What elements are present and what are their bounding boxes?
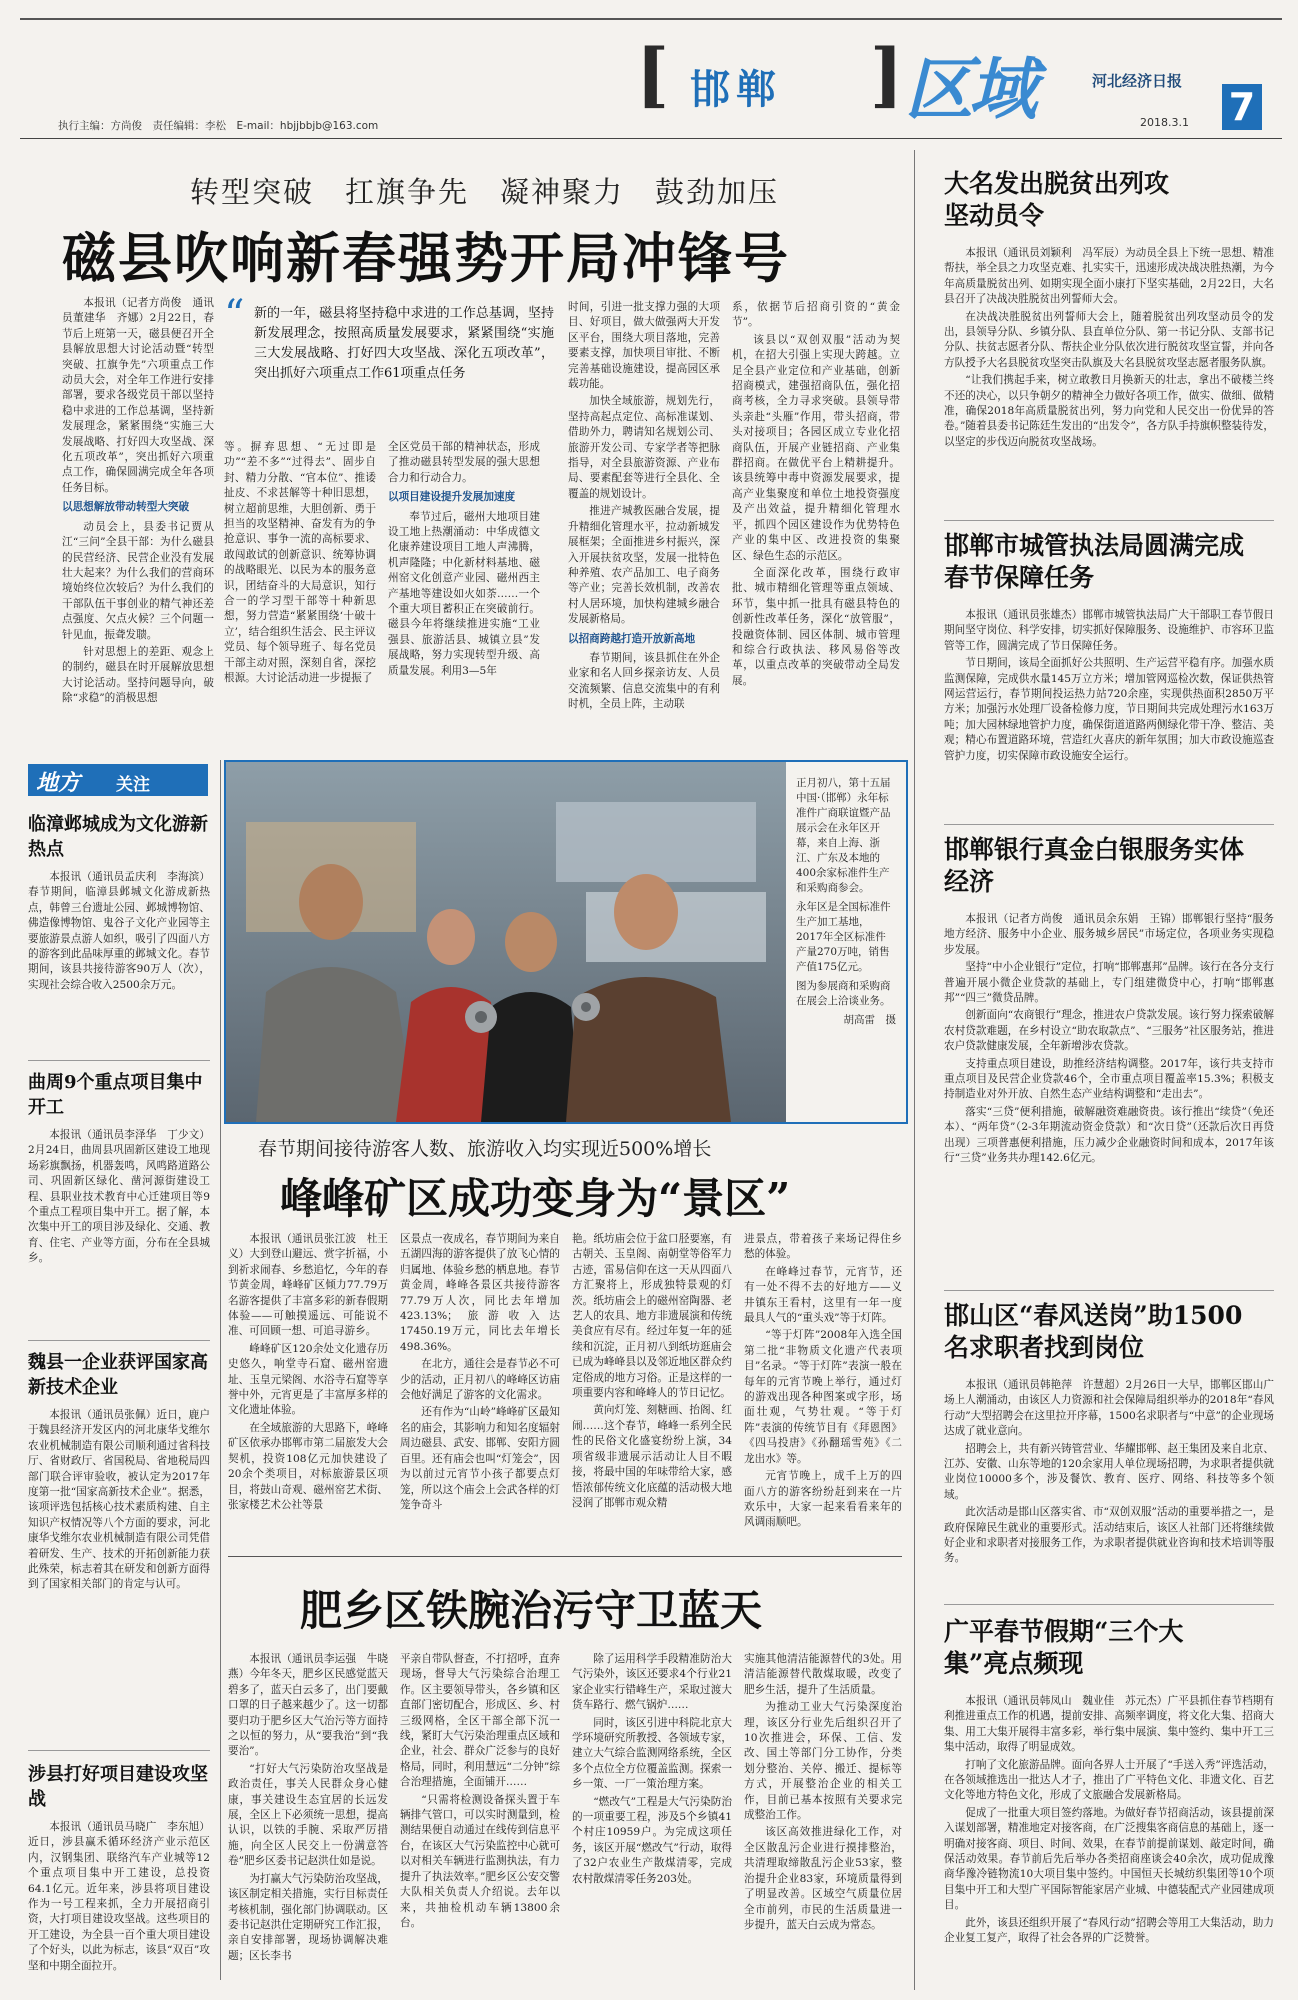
right-item-daming	[944, 168, 1274, 506]
sidebar-headline: 涉县打好项目建设攻坚战	[28, 1764, 208, 1810]
sidebar-headline: 曲周9个重点项目集中开工	[28, 1072, 203, 1118]
right-headline: 大名发出脱贫出列攻坚动员令	[944, 169, 1170, 230]
sidebar-text: 本报讯（通讯员孟庆利 李海滨）春节期间，临漳县邺城文化游成新热点，韩曾三台遗址公园、邺城博物馆、佛造像博物馆、鬼谷子文化产业园等主要旅游景点游人如织，吸引了四面八方的游客到此品味厚重的邺城文化。春节期间，该县共接待游客90万人（次），实现社会综合收入2500余万元。	[28, 871, 210, 991]
lead-col1-para-c: 针对思想上的差距、观念上的制约，磁县在时开展解放思想大讨论活动。坚持问题导向，破除“求稳”的消极思想	[62, 645, 214, 705]
header-rule	[20, 18, 1282, 20]
bracket-right: ]	[870, 33, 904, 116]
sidebar-headline: 临漳邺城成为文化游新热点	[28, 814, 208, 860]
fengfeng-col1-para: 本报讯（通讯员张江波 杜王义）大到登山避远、赏字折福，小到祈求闹春、乡愁追忆，今年的春节黄金周，峰峰矿区倾力77.79万名游客提供了丰富多彩的新春假期体验——可触摸遥远、可能说不准、可回顾一想、可追寻游乡。	[228, 1233, 388, 1338]
feixiang-col3-para-c: “燃改气”工程是大气污染防治的一项重要工程，涉及5个乡镇41个村庄10959户。为完成这项任务，该区开展“燃改气”行动，取得了32户农业生产散煤清零，完成农村散煤清零任务203处。	[572, 1795, 732, 1885]
masthead-bottom-rule	[20, 138, 1282, 139]
feixiang-col4-para-c: 该区高效推进绿化工作，对全区散乱污企业进行摸排整治，共清理取缔散乱污企业53家，整治提升企业83家，环境质量得到了明显改善。区域空气质量位居全市前列，市民的生活质量进一步提升，蓝天白云成为常态。	[744, 1826, 902, 1931]
fengfeng-col4-para-d: 元宵节晚上，成千上万的四面八方的游客纷纷赶到来在一片欢乐中，大家一起来看看来年的风调雨顺吧。	[744, 1470, 902, 1529]
masthead	[0, 0, 1298, 132]
sidebar-rule-3	[28, 1750, 210, 1751]
lead-col1-para: 本报讯（记者方尚俊 通讯员董建华 齐娜）2月22日，春节后上班第一天，磁县便召开全县解放思想大讨论活动暨“转型突破、扛旗争先”六项重点工作动员大会，对全年工作进行安排部署，要求各级党员干部以坚持稳中求进的工作总基调，坚持新发展理念，紧紧围绕“实施三大发展战略、打好四大攻坚战、深化五项改革”，突出抓好六项重点工作，确保圆满完成全年各项任务目标。	[62, 297, 214, 494]
fengfeng-col3-para: 艳。纸坊庙会位于盆口胫要塞，有古朝关、玉皇阁、南朝堂等俗军力古迹，雷易信仰在这一天从四面八方汇聚将上，形成独特景观的灯茨。纸坊庙会上的磁州窑陶器、老艺人的农具、地方非遗展演和传统美食应有尽有。经过年复一年的延续和沉淀，正月初八到纸坊逛庙会已成为峰峰县以及邻近地区群众约定俗成的地方习俗。正是这样的一项重要内容和峰峰人的节日记忆。	[572, 1233, 732, 1400]
sidebar-rule-1	[28, 1060, 210, 1061]
sidebar-rule-2	[28, 1340, 210, 1341]
photo-caption-1: 正月初八，第十五届中国·（邯郸）永年标准件广商联谊暨产品展示会在永年区开幕，来自上海、浙江、广东及本地的400余家标准件生产和采购商参会。	[796, 777, 891, 894]
sidebar-item-quzhou	[28, 1070, 210, 1269]
fengfeng-col-1	[228, 1232, 388, 1552]
right-text: 本报讯（记者方尚俊 通讯员余东娟 王锦）邯郸银行坚持“服务地方经济、服务中小企业、服务城乡居民”市场定位，各项业务实现稳步发展。 坚持“中小企业银行”定位，打响“邯郸惠邦”品牌。该行在各分支行普遍开展小微企业贷款的基础上，专门组建微贷中心，打响“邯郸惠邦”“四三”微贷品牌。 创新面向“农商银行”理念，推进农户贷款发展。该行努力探索破解农村贷款难题，在乡村设立“助农取款点”、“三服务”社区服务站，推进农户贷款健康发展，全年新增涉农贷款。 支持重点项目建设，助推经济结构调整。2017年，该行共支持市重点项目及民营企业贷款46个，全市重点项目覆盖率15.3%；积极支持制造业对外开放、自然生态产业结构调整和“走出去”。 落实“三贷”便利措施，破解融资难融资贵。该行推出“续贷”（免还本）、“两年贷”（2-3年期流动资金贷款）和“次日贷”（还款后次日再贷出现）三项普惠便利措施，压力减少企业融资时间和成本，2017年该行“三贷”业务共办理142.6亿元。	[944, 913, 1274, 1165]
left-sidebar-divider	[220, 760, 221, 1980]
right-item-hanshan	[944, 1300, 1274, 1600]
lead-kicker: 转型突破 扛旗争先 凝神聚力 鼓劲加压	[190, 175, 780, 209]
right-rule-3	[944, 1290, 1274, 1291]
region-title: 邯郸	[690, 67, 782, 113]
sidebar-item-linzhang	[28, 812, 210, 995]
feixiang-col3-para-b: 同时，该区引进中科院北京大学环境研究所教授、各领域专家，建立大气综合监测网络系统，全区多个点位全方位覆盖监测。探索一乡一策、一厂一策治理方案。	[572, 1716, 732, 1791]
lead-col4-subhead: 以招商跨越打造开放新高地	[568, 632, 696, 645]
sidebar-tag-brand: 地方	[36, 770, 81, 796]
right-item-guangping	[944, 1616, 1274, 1990]
lead-col4-para: 时间，引进一批支撑力强的大项目、好项目，做大做强两大开发区平台，围绕大项目落地，完善要素支撑，加快项目审批、不断完善基础设施建设，提高园区承载功能。	[568, 301, 720, 391]
editors-line: 执行主编：方尚俊 责任编辑：李松 E-mail：hbjjbbjb@163.com	[58, 120, 379, 132]
fengfeng-col2-para-b: 在北方，通往会是春节必不可少的活动，正月初八的峰峰区访庙会他好满足了游客的文化需求。	[400, 1358, 560, 1402]
right-item-bank	[944, 834, 1274, 1286]
sidebar-text: 本报讯（通讯员张佩）近日，鹿户于魏县经济开发区内的河北康华戈维尔农业机械制造有限公司顺利通过省科技厅、省财政厅、省国税局、省地税局四部门联合评审验收，被认定为2017年度第一批“国家高新技术企业”。据悉，该项评选包括核心技术素质构建、自主知识产权情况等八个方面的要求，河北康华戈维尔农业机械制造有限公司凭借着研发、生产、技术的开拓创新能力获此殊荣，标志着其在研发和创新方面得到了国家相关部门的肯定与认可。	[28, 1409, 210, 1591]
photo-caption	[796, 776, 896, 1028]
fengfeng-col-4	[744, 1232, 902, 1552]
lead-col4-para-c: 推进产城教医融合发展，提升精细化管理水平，拉动新城发展框架；全面推进乡村振兴，深入开展扶贫攻坚，发展一批特色种养殖、农产品加工、电子商务等产业；完善长效机制，改善农村人居环境，加快构建城乡融合发展新格局。	[568, 505, 720, 626]
sidebar-tag-label: 关注	[116, 775, 150, 795]
issue-date: 2018.3.1	[1140, 116, 1189, 129]
bracket-left: [	[636, 33, 670, 116]
fengfeng-kicker: 春节期间接待游客人数、旅游收入均实现近500%增长	[258, 1138, 712, 1160]
feixiang-col-2	[400, 1652, 560, 1988]
lead-headline: 磁县吹响新春强势开局冲锋号	[62, 226, 790, 290]
sidebar-item-weixian	[28, 1350, 210, 1595]
lead-col4-para-d: 春节期间，该县抓住在外企业家和名人回乡探亲访友、人员交流频繁、信息交流集中的有利时机，全员上阵，主动联	[568, 651, 720, 711]
fengfeng-col1-para-b: 峰峰矿区120余处文化遗存历史悠久，响堂寺石窟、磁州窑遗址、玉皇元梁阁、水浴寺石窟等享誉中外，元宵更是了丰富厚多样的文化遗址体验。	[228, 1342, 388, 1417]
news-photo-frame	[224, 760, 908, 1124]
photo-caption-3: 图为参展商和采购商在展会上洽谈业务。	[796, 980, 891, 1007]
lead-col3-para: 全区党员干部的精神状态，形成了推动磁县转型发展的强大思想合力和行动合力。	[388, 441, 540, 484]
fengfeng-col2-para-c: 还有作为“山岭”峰峰矿区最知名的庙会，其影响力和知名度辐射周边磁县、武安、邯郸、安阳方圆百里。还有庙会也叫“灯笼会”，因为以前过元宵节小孩子都要点灯笼，所以这个庙会上会武各样的灯笼争奇斗	[400, 1406, 560, 1511]
feixiang-col3-para: 除了运用科学手段精准防治大气污染外，该区还要求4个行业21家企业实行错峰生产，采取过渡大货车路行、燃气锅炉……	[572, 1653, 732, 1712]
photo-credit: 胡高雷 摄	[843, 1014, 896, 1026]
fengfeng-col3-para-b: 黄向灯笼、刻糖画、抬阁、红闹……这个春节，峰峰一系列全民性的民俗文化盛宴纷纷上演，34项省级非遗展示活动让人目不暇接，将最中国的年味带给大家，感悟浓郁传统文化底蕴的活动极大地浸润了邯郸市观众精	[572, 1404, 732, 1509]
sidebar-text: 本报讯（通讯员马晓广 李东旭）近日，涉县赢禾循环经济产业示范区内，汉钢集团、联络汽车产业城等12个重点项目集中开工建设，总投资64.1亿元。近年来，涉县将项目建设作为一号工程来抓，全力开展招商引资，大打项目建设攻坚战。这些项目的开工建设，为全县一百个重大项目建设了个好头，以此为标志，该县“双百”攻坚和中期全面拉开。	[28, 1821, 210, 1972]
lead-col5-para: 系，依据节后招商引资的“黄金节”。	[732, 301, 900, 329]
news-photo	[226, 762, 786, 1122]
right-headline: 广平春节假期“三个大集”亮点频现	[944, 1617, 1184, 1678]
sidebar-item-shexian	[28, 1762, 210, 1992]
fengfeng-headline: 峰峰矿区成功变身为“景区”	[280, 1174, 791, 1223]
lead-intro-box	[224, 292, 554, 426]
right-headline: 邯郸市城管执法局圆满完成春节保障任务	[944, 531, 1245, 592]
right-rule-2	[944, 824, 1274, 825]
lead-col5-para-c: 全面深化改革，围绕行政审批、城市精细化管理等重点领域、环节，集中抓一批具有磁县特色的创新性改革任务，深化“放管服”，投融资体制、园区体制、城市管理和综合行政执法、移风易俗等改革，以重点改革的突破带动全局发展。	[732, 566, 900, 687]
feixiang-col2-para: 平亲自带队督查，不打招呼，直奔现场，督导大气污染综合治理工作。区主要领导带头，各乡镇和区直部门密切配合，形成区、乡、村三级网格，全区干部全部下沉一线，紧盯大气污染治理重点区域和企业，社会、群众广泛参与的良好格局，同时，利用慧远“二分钟”综合治理措施，全面铺开……	[400, 1653, 560, 1789]
feixiang-col-4	[744, 1652, 902, 1988]
fengfeng-col4-para-b: 在峰峰过春节，元宵节，还有一处不得不去的好地方——义井镇东王看村，这里有一年一度最具人气的“重头戏”等于灯阵。	[744, 1265, 902, 1325]
sidebar-tag	[28, 764, 208, 796]
feixiang-col1-para: 本报讯（通讯员李运强 牛晓燕）今年冬天，肥乡区民感觉蓝天碧多了，蓝天白云多了，出门要戴口罩的日子越来越少了。这一切都要归功于肥乡区大气治污等方面持之以恒的努力，从“要我治”到“我要治”。	[228, 1653, 388, 1758]
feixiang-col1-para-c: 为打赢大气污染防治攻坚战，该区制定相关措施，实行目标责任考核机制，强化部门协调联动。区委书记赵洪仕定期研究工作汇报，亲自安排部署，现场协调解决难题；区长李书	[228, 1872, 388, 1962]
page-number: 7	[1222, 84, 1262, 130]
fengfeng-col-2	[400, 1232, 560, 1552]
lead-col-2	[224, 440, 376, 760]
right-headline: 邯郸银行真金白银服务实体经济	[944, 835, 1245, 896]
fengfeng-col4-para: 进景点，带着孩子来场记得住乡愁的体验。	[744, 1233, 902, 1261]
quote-mark-icon: “	[224, 292, 245, 338]
lead-col-1	[62, 296, 214, 760]
feixiang-col-1	[228, 1652, 388, 1988]
fengfeng-col4-para-c: “等于灯阵”2008年入选全国第二批“非物质文化遗产代表项目”名录。“等于灯阵”表演一般在每年的元宵节晚上举行，通过灯的游戏出现各种图案或字形，场面壮观，气势壮观。“等于灯阵”表演的传统节目有《拜恩图》《四马投唐》《孙翻瑶雪苑》《二龙出水》等。	[744, 1329, 902, 1465]
right-headline: 邯山区“春风送岗”助1500名求职者找到岗位	[944, 1301, 1243, 1362]
feixiang-col-3	[572, 1652, 732, 1988]
sidebar-text: 本报讯（通讯员李泽华 丁少文）2月24日，曲周县巩固新区建设工地现场彩旗飘扬，机器轰鸣，风鸣路道路公司、巩固新区绿化、凿河源街建设工程、县职业技术教育中心迁建项目等9个重点工程项目集中开工。据了解，本次集中开工的项目涉及绿化、交通、教育、住宅、产业等方面，分布在全县城乡。	[28, 1129, 210, 1265]
lead-col1-para-b: 动员会上，县委书记贾从江“三问”全县干部：为什么磁县的民营经济、民营企业没有发展壮大起来？为什么我们的营商环境始终位次较后？为什么我们的干部队伍干事创业的精气神还差点强度、欠点火候？三个问题一针见血，振聋发聩。	[62, 520, 214, 641]
right-column-divider	[914, 150, 915, 1990]
right-item-chengguan	[944, 530, 1274, 820]
paper-name: 河北经济日报	[1092, 72, 1183, 90]
right-rule-1	[944, 520, 1274, 521]
lead-col-3	[388, 440, 540, 760]
feixiang-col2-para-b: “只需将检测设备探头置于车辆排气管口，可以实时测量到，检测结果便自动通过在线传到信息平台，在该区大气污染监控中心就可以对相关车辆进行监测执法，有力提升了执法效率。”肥乡区公安交警大队相关负责人介绍说。去年以来，共抽检机动车辆13800余台。	[400, 1793, 560, 1929]
lead-intro-quote: 新的一年，磁县将坚持稳中求进的工作总基调，坚持新发展理念，按照高质量发展要求，紧紧围绕“实施三大发展战略、打好四大攻坚战、深化五项改革”，突出抓好六项重点工作61项重点任务	[254, 306, 554, 381]
fengfeng-col1-para-c: 在全域旅游的大思路下，峰峰矿区依承办邯郸市第二届旅发大会契机，投资108亿元加快建设了20余个类项目，对标旅游景区项目，将鼓山奇观、磁州窑艺术街、张家楼艺术公社等景	[228, 1421, 388, 1511]
sidebar-headline: 魏县一企业获评国家高新技术企业	[28, 1352, 208, 1398]
right-text: 本报讯（通讯员刘颖利 冯军辰）为动员全县上下统一思想、精准帮扶，举全县之力攻坚克难、扎实实干，迅速形成决战决胜热潮，为今年高质量脱贫出列、如期实现全面小康打下坚实基础，2月22日，大名县召开了决战决胜脱贫出列誓师大会。 在决战决胜脱贫出列誓师大会上，随着脱贫出列攻坚动员令的发出，县领导分队、乡镇分队、县直单位分队、第一书记分队、支部书记分队、扶贫志愿者分队、帮扶企业分队依次进行脱贫攻坚宣誓，并向各方队授予大名县脱贫攻坚突击队旗及大名县脱贫攻坚志愿者服务队旗。 “让我们携起手来，树立敢教日月换新天的壮志，拿出不破楼兰终不还的决心，以只争朝夕的精神全力做好各项工作，做实、做细、做精准，确保2018年高质量脱贫出列，努力向党和人民交出一份优异的答卷。”随着县委书记陈廷生发出的“出发令”，各方队手持旗帜整装待发，以坚定的步伐迈向脱贫攻坚战场。	[944, 247, 1274, 448]
lead-col5-para-b: 该县以“双创双服”活动为契机，在招大引强上实现大跨越。立足全县产业定位和产业基础，创新招商模式，建强招商队伍，强化招商考核，全力寻求突破。县领导带头亲赴“头雁”作用，带头招商，带头对接项目；各园区成立专业化招商队伍，开展产业链招商、产业集群招商。在做优平台上精耕提升。该县统筹中毒中资源发展要求，提高产业集聚度和单位土地投资强度及产出效益，提升精细化管理水平，抓四个园区建设作为优势特色产业的集中区、改进投资的集聚区、绿色生态的示范区。	[732, 333, 900, 562]
feixiang-headline: 肥乡区铁腕治污守卫蓝天	[300, 1586, 763, 1635]
lead-col3-para-b: 奉节过后，磁州大地项目建设工地上热潮涌动：中华成德文化康养建设项目工地人声沸腾，机声隆隆；中化新材料基地、磁州窑文化创意产业园、磁州西主产基地等建设如火如荼……一个个重大项目蓄积正在突破前行。磁县今年将继续推进实施“工业强县、旅游活县、城镇立县”发展战略，努力实现转型升级、高质量发展。利用3—5年	[388, 510, 540, 677]
lead-col-4	[568, 300, 720, 760]
fengfeng-col2-para: 区景点一夜成名，春节期间为来自五湖四海的游客提供了放飞心情的归属地、体验乡愁的栖息地。春节黄金周，峰峰各景区共接待游客77.79万人次，同比去年增加423.13%；旅游收入达17450.19万元，同比去年增长498.36%。	[400, 1233, 560, 1353]
feixiang-col4-para: 实施其他清洁能源替代的3处。用清洁能源替代散煤取暖，改变了肥乡生活，提升了生活质量。	[744, 1653, 902, 1696]
photo-caption-2: 永年区是全国标准件生产加工基地，2017年全区标准件产量270万吨，销售产值175亿元。	[796, 901, 891, 973]
right-text: 本报讯（通讯员韩艳萍 许慧超）2月26日一大早，邯郸区邯山广场上人潮涌动，由该区人力资源和社会保障局组织举办的2018年“春风行动”大型招聘会在这里拉开序幕，1500名求职者与“中意”的企业现场达成了就业意向。 招聘会上，共有新兴铸管营业、华耀邯郸、赵王集团及来自北京、江苏、安徽、山东等地的120余家用人单位现场招聘，为求职者提供就业岗位10000多个，涉及餐饮、教育、医疗、网络、科技等多个领域。 此次活动是邯山区落实省、市“双创双服”活动的重要举措之一，是政府保障民生就业的重要形式。活动结束后，该区人社部门还将继续做好企业和求职者对接服务工作，为求职者提供就业咨询和技术培训等服务。	[944, 1379, 1274, 1565]
feixiang-col1-para-b: “打好大气污染防治攻坚战是政治责任，事关人民群众身心健康，事关建设生态宜居的长远发展，全区上下必须统一思想，提高认识，以铁的手腕、采取严厉措施，向全区人民交上一份满意答卷”肥乡区委书记赵洪仕如是说。	[228, 1762, 388, 1868]
lead-col2-para: 等。摒弃思想、“无过即是功”“差不多”“过得去”、固步自封、精力分散、“官本位”、推诿扯皮、不求甚解等十种旧思想，树立超前思维，大胆创新、勇于担当的攻坚精神、奋发有为的争抢意识、事争一流的高标要求、敢闯敢试的创新意识、统筹协调的战略眼光、以民为本的服务意识，团结奋斗的大局意识，知行合一的学习型干部等十种新思想，努力营造“紧紧围绕‘十破十立’，结合组织生活会、民主评议党员、每个领导班子、每名党员干部主动对照，深刻自省，深挖根源。大讨论活动进一步提振了	[224, 441, 376, 685]
lead-col-5	[732, 300, 900, 760]
lead-col1-subhead: 以思想解放带动转型大突破	[62, 501, 190, 514]
lead-col4-para-b: 加快全域旅游，规划先行，坚持高起点定位、高标准谋划、借助外力，聘请知名规划公司、旅游开发公司、专家学者等把脉指导，对全县旅游资源、产业布局、要素配套等进行全县化、全覆盖的规划设计。	[568, 395, 720, 500]
right-rule-4	[944, 1604, 1274, 1605]
lead-col3-subhead: 以项目建设提升发展加速度	[388, 491, 516, 504]
fengfeng-bottom-rule	[228, 1556, 902, 1557]
right-text: 本报讯（通讯员韩凤山 魏业佳 苏元杰）广平县抓住春节档期有利推进重点工作的机遇，提前安排、高频率调度，将文化大集、招商大集、用工大集开展得丰富多彩，举行集中展演、集中签约、集中开工三集中活动，取得了明显成效。 打响了文化旅游品牌。面向各界人士开展了“手送入秀”评选活动，在各领域推选出一批达人才子，推出了广平特色文化、非遗文化、百艺文化等地方特色文化，形成了文旅融合发展新格局。 促成了一批重大项目签约落地。为做好春节招商活动，该县提前深入谋划部署，精准地定对接客商，在广泛搜集客商信息的基础上，逐一明确对接客商、项目、时间、效果，在春节前提前谋划、敲定时间，确保活动效果。春节前后先后举办各类招商座谈会40余次，成功促成豫商华豫冷链物流10大项目集中签约。中国恒天长城纺织集团等10个项目集中开工和大型广平国际智能家居产业城、中德装配式产业园建成项目。 此外，该县还组织开展了“春风行动”招聘会等用工大集活动，助力企业复工复产，取得了社会各界的广泛赞誉。	[944, 1695, 1274, 1945]
feixiang-col4-para-b: 为推动工业大气污染深度治理，该区分行业先后组织召开了10次推进会，环保、工信、发改、国土等部门分工协作，分类划分整治、关停、搬迁、提标等方式，开展整治企业的相关工作，目前已基本按照有关要求完成整治工作。	[744, 1701, 902, 1822]
section-title: 区域	[905, 50, 1034, 130]
right-text: 本报讯（通讯员张雄杰）邯郸市城管执法局广大干部职工春节假日期间坚守岗位、科学安排，切实抓好保障服务、设施维护、市容环卫监管等工作，圆满完成了节日保障任务。 节日期间，该局全面抓好公共照明、生产运营平稳有序。加强水质监测保障，完成供水量145万立方米；增加管网巡检次数，保证供热管网运营运行，春节期间投运热力站720余座，实现供热面积2850万平方米；加强污水处理厂设备检修力度，节日期间共完成处理污水163万吨；加大园林绿地管护力度，确保街道道路两侧绿化带干净、整洁、美观；精心布置道路环境，营造红火喜庆的新年氛围；加大市政设施巡查管护力度，切实保障市政设施安全运行。	[944, 609, 1274, 762]
fengfeng-col-3	[572, 1232, 732, 1552]
